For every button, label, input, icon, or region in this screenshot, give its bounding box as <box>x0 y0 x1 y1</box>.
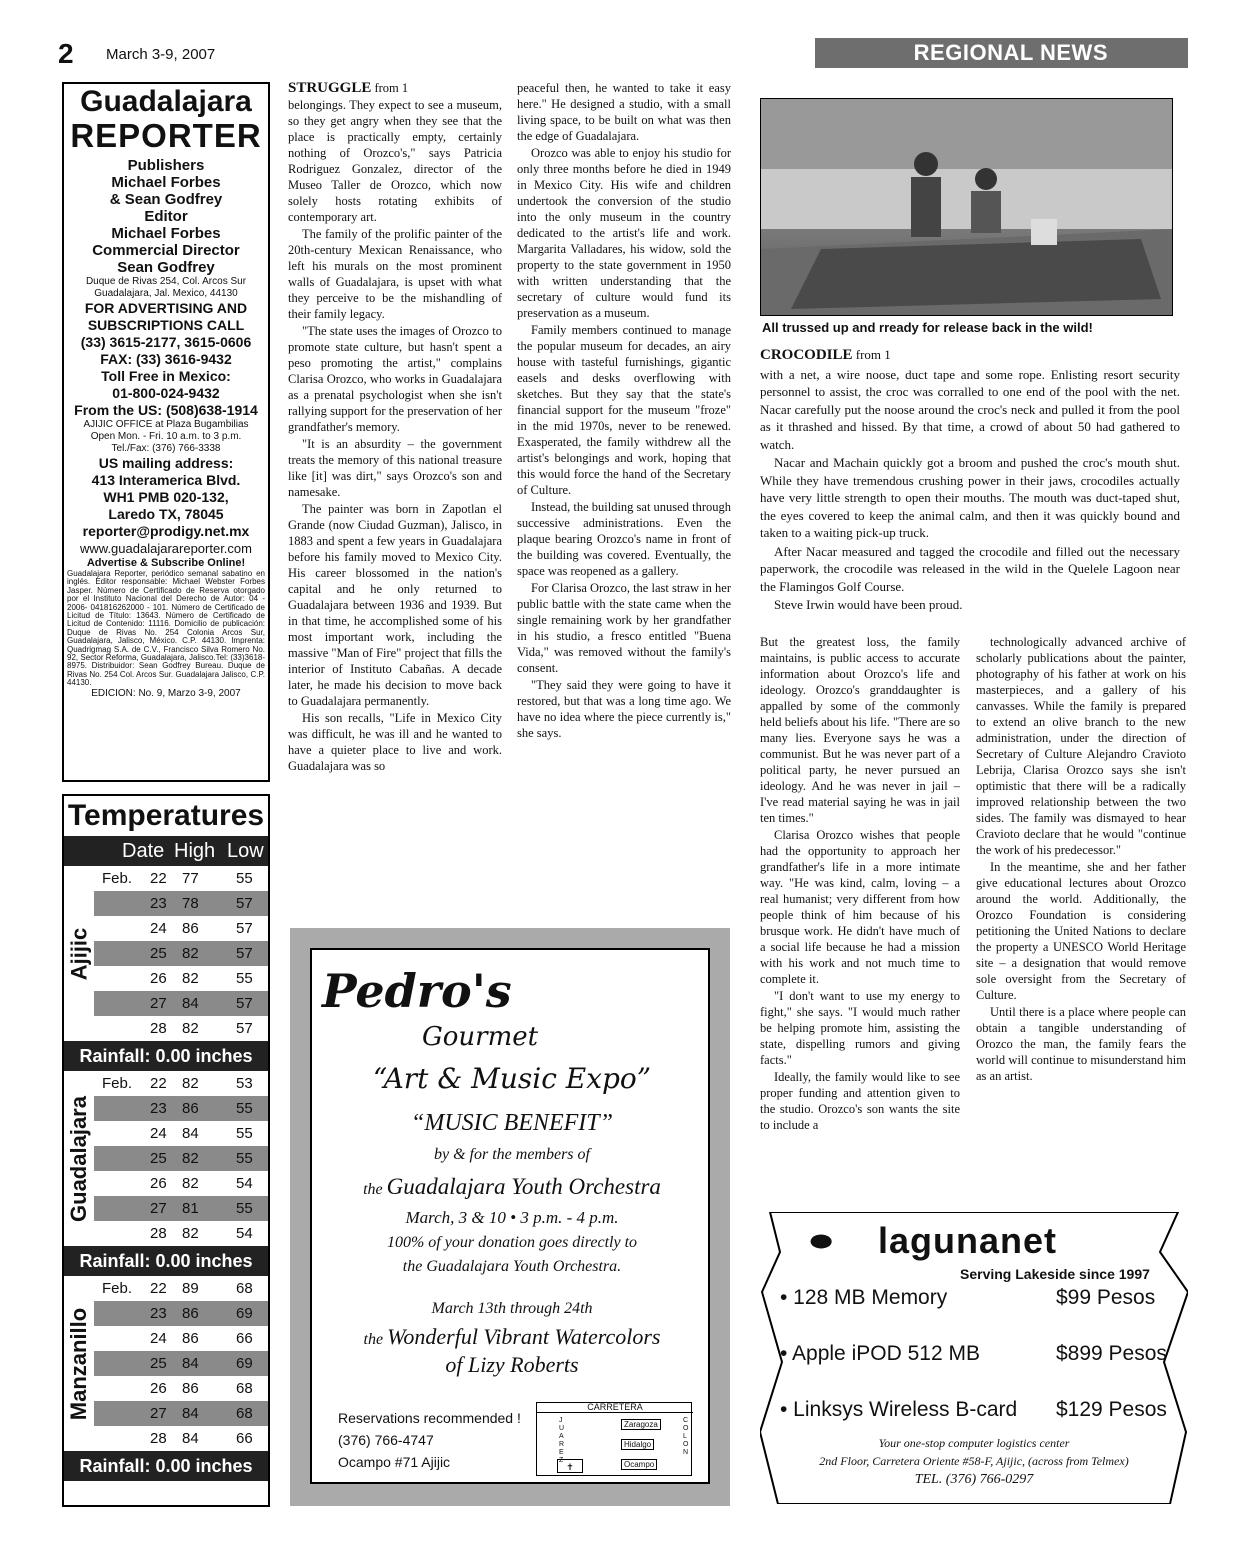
struggle-column-2 <box>517 80 731 920</box>
pedros-phone: (376) 766-4747 <box>338 1432 434 1448</box>
low-cell: 68 <box>236 1380 253 1397</box>
pedros-expo: “Art & Music Expo” <box>372 1062 652 1095</box>
high-cell: 82 <box>182 1175 199 1192</box>
high-cell: 81 <box>182 1200 199 1217</box>
high-cell: 86 <box>182 1305 199 1322</box>
temperature-row <box>94 966 268 991</box>
us-mail-line-2: WH1 PMB 020-132, <box>103 489 229 505</box>
article-paragraph: The painter was born in Zapotlan el Grande (now Ciudad Guzman), Jalisco, in 1883 and spent a few years in Guadalajara before his family moved to Mexico City. His career blossomed in the nation's capital and he only returned to Guadalajara between 1936 and 1939. But in that time, he accomplished some of his most important work, including the massive "Man of Fire" project that fills the interior of Instituto Cabañas. A decade later, he made his decision to move back to Guadalajara permanently. <box>288 502 502 708</box>
editor-label: Editor <box>144 208 188 225</box>
day-cell: 28 <box>150 1020 167 1037</box>
page-number: 2 <box>58 38 74 69</box>
struggle-kicker-from: from 1 <box>374 81 409 95</box>
low-cell: 54 <box>236 1175 253 1192</box>
rainfall-bar: Rainfall: 0.00 inches <box>64 1451 268 1481</box>
pedros-address: Ocampo #71 Ajijic <box>338 1454 451 1470</box>
city-name <box>64 1071 94 1246</box>
low-cell: 53 <box>236 1075 253 1092</box>
high-cell: 86 <box>182 1100 199 1117</box>
temperature-row <box>94 1326 268 1351</box>
watercolor-title-1: Wonderful Vibrant Watercolors <box>387 1324 661 1349</box>
pedros-orchestra-line <box>312 1174 712 1200</box>
edition-line: EDICION: No. 9, Marzo 3-9, 2007 <box>91 687 241 699</box>
article-paragraph: For Clarisa Orozco, the last straw in her public battle with the state came when the single remaining work by her grandfather in his studio, a fresco entitled "Buena Vida," was removed without the family's consent. <box>517 581 731 675</box>
temperature-row <box>94 916 268 941</box>
city-block <box>64 1276 268 1481</box>
low-cell: 69 <box>236 1355 253 1372</box>
high-cell: 84 <box>182 1125 199 1142</box>
city-name-text: Guadalajara <box>66 1095 92 1222</box>
struggle-column-1 <box>288 80 502 920</box>
office-address-1: Duque de Rivas 254, Col. Arcos Sur <box>85 276 247 287</box>
article-paragraph: Ideally, the family would like to see proper funding and attention given to the studio. Orozco's son wants the site to include a <box>760 1070 960 1132</box>
low-cell: 55 <box>236 1125 253 1142</box>
product-price: $899 Pesos <box>1056 1342 1167 1365</box>
pedros-ad-border <box>290 928 730 1506</box>
low-cell: 57 <box>236 920 253 937</box>
low-cell: 66 <box>236 1330 253 1347</box>
map-location-marker: ✝ <box>557 1459 583 1473</box>
crocodile-article <box>760 346 1180 626</box>
editor-name: Michael Forbes <box>111 225 221 242</box>
orchestra-prefix: the <box>363 1181 383 1198</box>
article-paragraph: After Nacar measured and tagged the crocodile and filled out the necessary paperwork, the crocodile was released in the wild in the Quelele Lagoon near the Flamingos Golf Course. <box>760 543 1180 594</box>
day-cell: 26 <box>150 970 167 987</box>
article-paragraph: His son recalls, "Life in Mexico City was difficult, he was ill and he wanted to have a quieter place to live and work. Guadalajara was so <box>288 711 502 773</box>
publishers-label: Publishers <box>127 157 205 174</box>
day-cell: 23 <box>150 1305 167 1322</box>
header-date: Date <box>122 840 165 862</box>
issue-date: March 3-9, 2007 <box>106 46 216 63</box>
pedros-benefit: “MUSIC BENEFIT” <box>410 1110 613 1136</box>
low-cell: 57 <box>236 895 253 912</box>
website-link[interactable]: www.guadalajarareporter.com <box>80 541 252 556</box>
low-cell: 69 <box>236 1305 253 1322</box>
crocodile-kicker-from: from 1 <box>855 347 891 362</box>
article-paragraph: Steve Irwin would have been proud. <box>774 597 963 612</box>
temperature-row <box>94 1121 268 1146</box>
temperatures-header <box>64 836 268 866</box>
article-paragraph: with a net, a wire noose, duct tape and some rope. Enlisting resort security personnel to assist, the croc was corralled to one end of the pool with the net. Nacar carefully put the noose around the croc's neck and pulled it from the pool as it thrashed and hissed. By that time, a crowd of about 50 had gathered to watch. <box>760 366 1180 452</box>
city-block <box>64 1071 268 1276</box>
pedros-reservations: Reservations recommended ! <box>338 1410 521 1426</box>
day-cell: 22 <box>150 1280 167 1297</box>
map-street-2: Hidalgo <box>621 1439 654 1450</box>
city-block <box>64 866 268 1071</box>
crocodile-kicker: CROCODILE <box>760 347 853 363</box>
article-paragraph: Until there is a place where people can obtain a tangible understanding of Orozco the man, the family fears the world will continue to misunderstand him as an artist. <box>976 1005 1186 1083</box>
article-paragraph: Clarisa Orozco wishes that people had the opportunity to approach her grandfather's life in a more intimate way. "He was kind, calm, loving – a real humanist; very different from how people think of him because of his brusque work. He didn't have much of a social life because he had a mission with his work and not much time to complete it. <box>760 828 960 986</box>
high-cell: 82 <box>182 1075 199 1092</box>
high-cell: 82 <box>182 1150 199 1167</box>
us-mail-label: US mailing address: <box>98 455 234 471</box>
email-link[interactable]: reporter@prodigy.net.mx <box>82 523 250 539</box>
day-cell: 24 <box>150 1330 167 1347</box>
lagunanet-brand: lagunanet <box>878 1220 1058 1261</box>
pedros-donation-2: the Guadalajara Youth Orchestra. <box>402 1258 622 1275</box>
watercolor-dates: March 13th through 24th <box>431 1300 593 1317</box>
temperature-row <box>94 941 268 966</box>
publisher-2: & Sean Godfrey <box>109 191 223 208</box>
map-street-3: Ocampo <box>621 1459 657 1470</box>
watercolor-line-1 <box>312 1324 712 1350</box>
subscribe-online: Advertise & Subscribe Online! <box>86 557 246 569</box>
us-phone: From the US: (508)638-1914 <box>74 402 258 418</box>
day-cell: 26 <box>150 1175 167 1192</box>
map-street-1: Zaragoza <box>621 1419 661 1430</box>
low-cell: 68 <box>236 1280 253 1297</box>
temperature-row <box>94 1071 268 1096</box>
article-paragraph: "It is an absurdity – the government treats the memory of this national treasure like [it] was dirt," says Orozco's son and namesake. <box>288 437 502 499</box>
product-name: • Apple iPOD 512 MB <box>780 1342 980 1365</box>
low-cell: 57 <box>236 945 253 962</box>
low-cell: 57 <box>236 995 253 1012</box>
temperature-row <box>94 1276 268 1301</box>
ajijic-office: AJIJIC OFFICE at Plaza Bugambilias <box>83 419 249 430</box>
day-cell: 24 <box>150 920 167 937</box>
pedros-dates: March, 3 & 10 • 3 p.m. - 4 p.m. <box>405 1208 619 1227</box>
lagunanet-footer-1: Your one-stop computer logistics center <box>878 1436 1070 1450</box>
low-cell: 55 <box>236 970 253 987</box>
temperatures-box <box>62 794 270 1507</box>
temperature-row <box>94 1301 268 1326</box>
struggle-kicker: STRUGGLE <box>288 80 372 96</box>
temperature-row <box>94 1096 268 1121</box>
lagunanet-logo-icon: ⬬ <box>810 1226 833 1256</box>
pedros-name: Pedro's <box>322 964 512 1018</box>
high-cell: 82 <box>182 1020 199 1037</box>
pedros-ad[interactable] <box>310 948 710 1484</box>
high-cell: 89 <box>182 1280 199 1297</box>
article-paragraph: Nacar and Machain quickly got a broom and pushed the croc's mouth shut. While they have tremendous crushing power in their jaws, crocodiles actually have very little strength to open their mouths. The mouth was duct-taped shut, the eyes covered to keep the animal calm, and then it was quickly bound and taken to a waiting pick-up truck. <box>760 455 1180 540</box>
day-cell: 23 <box>150 1100 167 1117</box>
temperature-row <box>94 866 268 891</box>
city-name-text: Ajijic <box>66 927 92 980</box>
temperature-row <box>94 891 268 916</box>
high-cell: 84 <box>182 1430 199 1447</box>
product-price: $99 Pesos <box>1056 1286 1156 1309</box>
article-paragraph: Orozco was able to enjoy his studio for only three months before he died in 1949 in Mexico City. His wife and children undertook the conversion of the studio into the only museum in the country dedicated to the artist's life and work. Margarita Valladares, his widow, sold the property to the state government in 1950 with written understanding that the secretary of culture would fund its preservation as a museum. <box>517 146 731 320</box>
us-mail-line-1: 413 Interamerica Blvd. <box>91 472 241 488</box>
commercial-director-name: Sean Godfrey <box>117 259 215 276</box>
crocodile-photo <box>760 98 1173 316</box>
high-cell: 82 <box>182 945 199 962</box>
temperature-row <box>94 1196 268 1221</box>
low-cell: 55 <box>236 1200 253 1217</box>
low-cell: 68 <box>236 1405 253 1422</box>
map-road-label: CARRETERA <box>537 1402 693 1413</box>
low-cell: 55 <box>236 1150 253 1167</box>
day-cell: 27 <box>150 1200 167 1217</box>
advertising-line-2: SUBSCRIPTIONS CALL <box>87 317 245 333</box>
month-cell: Feb. <box>102 1280 133 1297</box>
city-name-text: Manzanillo <box>66 1307 92 1420</box>
pedros-gourmet: Gourmet <box>422 1022 539 1052</box>
day-cell: 24 <box>150 1125 167 1142</box>
fax-number: FAX: (33) 3616-9432 <box>100 351 232 367</box>
high-cell: 86 <box>182 1380 199 1397</box>
temperatures-title: Temperatures <box>67 799 265 832</box>
watercolor-prefix: the <box>363 1331 384 1348</box>
temperature-row <box>94 1426 268 1451</box>
lagunanet-footer-2: 2nd Floor, Carretera Oriente #58-F, Ajijic, (across from Telmex) <box>819 1454 1129 1468</box>
day-cell: 28 <box>150 1225 167 1242</box>
photo-caption: All trussed up and rready for release back in the wild! <box>762 320 1093 335</box>
month-cell: Feb. <box>102 870 133 887</box>
orchestra-name: Guadalajara Youth Orchestra <box>386 1174 661 1199</box>
day-cell: 23 <box>150 895 167 912</box>
us-mail-line-3: Laredo TX, 78045 <box>108 506 224 522</box>
header-low: Low <box>227 840 264 862</box>
article-paragraph: "I don't want to use my energy to fight," she says. "I would much rather be helping promote him, assisting the state, dispelling rumors and giving facts." <box>760 989 960 1067</box>
struggle-column-4 <box>976 634 1186 1199</box>
temperature-row <box>94 1146 268 1171</box>
commercial-director-label: Commercial Director <box>92 242 240 259</box>
day-cell: 25 <box>150 1355 167 1372</box>
header-high: High <box>174 840 216 862</box>
temperatures-body <box>64 866 268 1481</box>
article-paragraph: peaceful then, he wanted to take it easy here." He designed a studio, with a small living space, to be built on what was then the edge of Guadalajara. <box>517 81 731 143</box>
low-cell: 54 <box>236 1225 253 1242</box>
high-cell: 78 <box>182 895 199 912</box>
article-paragraph: belongings. They expect to see a museum, so they get angry when they see that the place is practically empty, certainly nothing of Orozco's," says Patricia Rodriguez Gonzalez, director of the Museo Taller de Orozco, which now solely hosts rotating exhibits of contemporary art. <box>288 98 502 224</box>
product-price: $129 Pesos <box>1056 1398 1167 1421</box>
struggle-column-3 <box>760 634 960 1199</box>
article-paragraph: Family members continued to manage the popular museum for decades, an airy house with tasteful furnishings, gigantic easels and desks overflowing with sketches. But they say that the state's financial support for the museum "froze" in the mid 1970s, never to be renewed. Exasperated, the family withdrew all the artist's belongings and work, hoping that this would force the hand of the Secretary of Culture. <box>517 323 731 497</box>
low-cell: 55 <box>236 870 253 887</box>
article-paragraph: "The state uses the images of Orozco to promote state culture, but hasn't spent a peso promoting the artist," complains Clarisa Orozco, who works in Guadalajara as a prenatal psychologist when she isn't rallying support for the preservation of her grandfather's memory. <box>288 324 502 434</box>
lagunanet-tagline: Serving Lakeside since 1997 <box>960 1266 1150 1282</box>
day-cell: 28 <box>150 1430 167 1447</box>
low-cell: 66 <box>236 1430 253 1447</box>
high-cell: 84 <box>182 995 199 1012</box>
day-cell: 27 <box>150 1405 167 1422</box>
office-hours: Open Mon. - Fri. 10 a.m. to 3 p.m. <box>90 431 242 442</box>
high-cell: 86 <box>182 1330 199 1347</box>
article-paragraph: technologically advanced archive of scholarly publications about the painter, photography of his father at work on his masterpieces, and a gallery of his canvasses. While the family is prepared to extend an olive branch to the new administration, under the direction of Secretary of Culture Alejandro Cravioto Lebrija, Clarisa Orozco says she isn't optimistic that there will be a radically improved relationship between the two sides. The family was dismayed to hear Cravioto declare that he would "continue the work of his predecessor." <box>976 635 1186 857</box>
article-paragraph: But the greatest loss, the family maintains, is public access to accurate information about Orozco's life and ideology. Orozco's granddaughter is appalled by some of the commonly held beliefs about his life. "There are so many lies. Everyone says he was a communist. But he was never part of a political party, he never pursued an ideology. And he was never in jail – I've read material saying he was in jail ten times." <box>760 635 960 825</box>
temperature-row <box>94 1351 268 1376</box>
masthead-box <box>62 82 270 782</box>
article-paragraph: Instead, the building sat unused through successive administrations. Even the plaque bearing Orozco's name in front of the building was covered. Eventually, the space was reopened as a gallery. <box>517 500 731 578</box>
pedros-map <box>536 1402 692 1476</box>
city-name <box>64 866 94 1041</box>
advertising-line-1: FOR ADVERTISING AND <box>84 300 248 316</box>
pedros-by: by & for the members of <box>434 1146 590 1163</box>
day-cell: 25 <box>150 945 167 962</box>
office-address-2: Guadalajara, Jal. Mexico, 44130 <box>94 288 238 299</box>
photo-illustration <box>761 99 1173 316</box>
product-name: • Linksys Wireless B-card <box>780 1398 1018 1421</box>
temperature-row <box>94 1171 268 1196</box>
product-name: • 128 MB Memory <box>780 1286 948 1309</box>
phone-numbers: (33) 3615-2177, 3615-0606 <box>80 334 252 350</box>
watercolor-title-2: of Lizy Roberts <box>445 1352 579 1377</box>
temperature-row <box>94 1376 268 1401</box>
lagunanet-ad[interactable] <box>760 1212 1188 1504</box>
temperature-row <box>94 1221 268 1246</box>
low-cell: 55 <box>236 1100 253 1117</box>
section-banner: REGIONAL NEWS <box>815 38 1188 68</box>
day-cell: 25 <box>150 1150 167 1167</box>
rainfall-bar: Rainfall: 0.00 inches <box>64 1246 268 1276</box>
office-telfax: Tel./Fax: (376) 766-3338 <box>111 443 221 454</box>
high-cell: 84 <box>182 1355 199 1372</box>
high-cell: 82 <box>182 1225 199 1242</box>
temperature-row <box>94 1401 268 1426</box>
article-paragraph: The family of the prolific painter of the 20th-century Mexican Renaissance, who left his murals on the most prominent walls of Guadalajara, is upset with what they perceive to be the mishandling of their family legacy. <box>288 227 502 321</box>
legal-notice: Guadalajara Reporter, periódico semanal sabatino en inglés. Editor responsable: Michael Webster Forbes Jasper. Número de Certificado de Reserva otorgado por el Instituto Nacional del Derecho de Autor: 04 - 2006- 041816262000 - 101. Número de Certificado de Licitud de Título: 13643. Número de Certificado de Licitud de Contenido: 11116. Domicilio de publicación: Duque de Rivas No. 254 Colonia Arcos Sur, Guadalajara, Jalisco, México. C.P. 44130. Imprenta: Quadrigmag S.A. de C.V., Francisco Silva Romero No. 92, Sector Reforma, Guadalajara, Jalisco.Tel: (33)3618-8975. Distribuidor: Sean Godfrey Bureau. Duque de Rivas No. 254 Col. Arcos Sur. Guadalajara Jalisco, C.P. 44130. <box>67 569 265 688</box>
lagunanet-footer-3: TEL. (376) 766-0297 <box>914 1472 1034 1487</box>
high-cell: 77 <box>182 870 199 887</box>
temperature-row <box>94 991 268 1016</box>
day-cell: 22 <box>150 1075 167 1092</box>
publisher-1: Michael Forbes <box>111 174 221 191</box>
low-cell: 57 <box>236 1020 253 1037</box>
day-cell: 22 <box>150 870 167 887</box>
masthead-title-reporter: REPORTER <box>70 117 262 154</box>
rainfall-bar: Rainfall: 0.00 inches <box>64 1041 268 1071</box>
map-vertical-street-2: COLON <box>683 1417 689 1456</box>
map-vertical-street: JUAREZ <box>559 1417 565 1464</box>
city-name <box>64 1276 94 1451</box>
masthead-title-guadalajara: Guadalajara <box>80 85 252 118</box>
high-cell: 86 <box>182 920 199 937</box>
day-cell: 27 <box>150 995 167 1012</box>
pedros-donation-1: 100% of your donation goes directly to <box>386 1234 638 1251</box>
article-paragraph: "They said they were going to have it restored, but that was a long time ago. We have no idea where the piece currently is," she says. <box>517 678 731 740</box>
toll-free-number: 01-800-024-9432 <box>112 385 220 401</box>
article-paragraph: In the meantime, she and her father give educational lectures about Orozco around the world. Additionally, the Orozco Foundation is considering petitioning the United Nations to declare the property a UNESCO World Heritage site – a designation that would remove sole oversight from the Secretary of Culture. <box>976 860 1186 1002</box>
toll-free-label: Toll Free in Mexico: <box>101 368 231 384</box>
day-cell: 26 <box>150 1380 167 1397</box>
month-cell: Feb. <box>102 1075 133 1092</box>
high-cell: 82 <box>182 970 199 987</box>
temperature-row <box>94 1016 268 1041</box>
high-cell: 84 <box>182 1405 199 1422</box>
